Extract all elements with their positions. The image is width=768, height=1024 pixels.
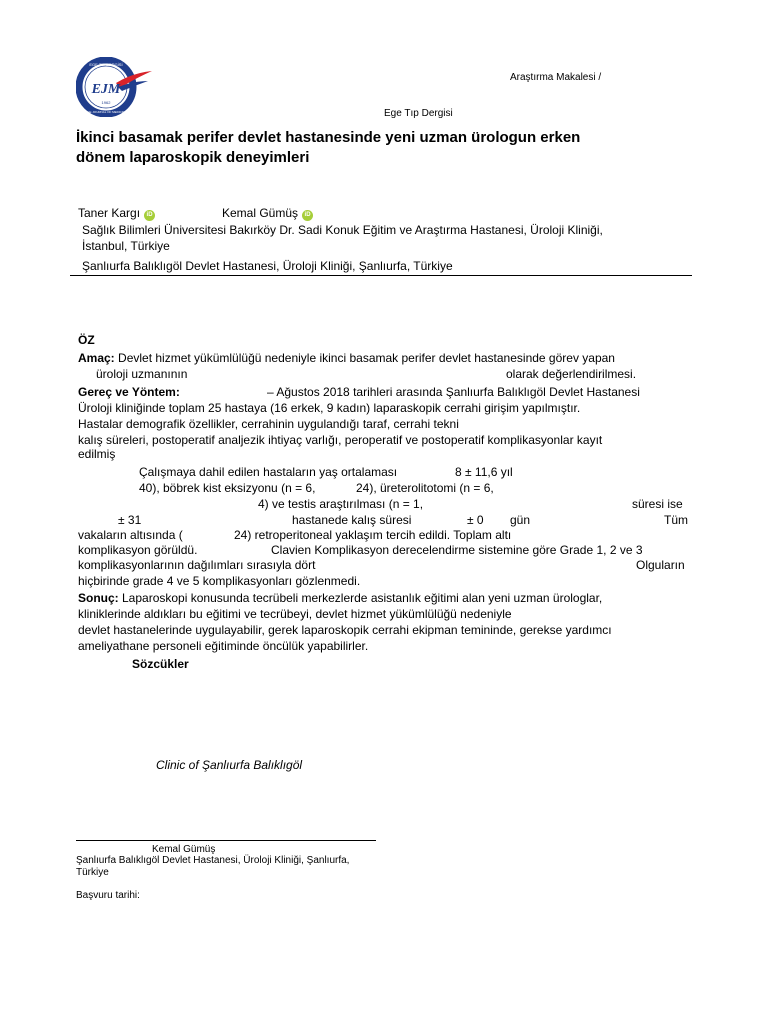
abstract-line: Çalışmaya dahil edilen hastaların yaş ortalaması [139, 465, 398, 479]
abstract-line: ± 0 [467, 513, 484, 527]
abstract-line: 40), böbrek kist eksizyonu (n = 6, [139, 481, 316, 495]
abstract-text: Devlet hizmet yükümlülüğü nedeniyle ikinci basamak perifer devlet hastanesinde görev yapan [114, 351, 615, 365]
abstract-line: Hastalar demografik özellikler, cerrahinin uygulandığı taraf, cerrahi tekni [78, 417, 459, 431]
abstract-line: vakaların altısında ( [78, 528, 183, 542]
abstract-line: süresi ise [632, 497, 683, 511]
abstract-line: 8 ± 11,6 yıl [455, 465, 513, 479]
journal-name: Ege Tıp Dergisi [384, 108, 453, 119]
affiliation [82, 222, 603, 254]
abstract-line: Üroloji kliniğinde toplam 25 hastaya (16 erkek, 9 kadın) laparaskopik cerrahi girişim yapılmıştır. [78, 401, 581, 415]
abstract-line: Clavien Komplikasyon derecelendirme sistemine göre Grade 1, 2 ve 3 [271, 543, 643, 557]
author [222, 206, 313, 221]
orcid-icon[interactable]: iD [302, 210, 313, 221]
abstract-text: Laparoskopi konusunda tecrübeli merkezlerde asistanlık eğitimi alan yeni uzman ürologlar, [118, 591, 603, 605]
correspondence-name: Kemal Gümüş [152, 844, 216, 855]
correspondence-address: Türkiye [76, 867, 109, 878]
abstract-line: kalış süreleri, postoperatif analjezik ihtiyaç varlığı, peroperatif ve postoperatif komplikasyonlar kayıt [78, 433, 603, 447]
english-affiliation-fragment: Clinic of Şanlıurfa Balıklıgöl [156, 758, 303, 772]
title-line: İkinci basamak perifer devlet hastanesinde yeni uzman ürologun erken [76, 129, 581, 146]
abstract-line: komplikasyon görüldü. [78, 543, 198, 557]
abstract-line: hiçbirinde grade 4 ve 5 komplikasyonları gözlenmedi. [78, 574, 361, 588]
keywords-label: Sözcükler [132, 657, 189, 671]
abstract-line: olarak değerlendirilmesi. [506, 367, 637, 381]
article-type: Araştırma Makalesi / [510, 72, 602, 83]
abstract-line: 4) ve testis araştırılması (n = 1, [258, 497, 424, 511]
abstract-line: 24), üreterolitotomi (n = 6, [356, 481, 494, 495]
abstract-line: Tüm [664, 513, 688, 527]
affiliation-line: Sağlık Bilimleri Üniversitesi Bakırköy Dr. Sadi Konuk Eğitim ve Araştırma Hastanesi, Üroloji Kliniği, [82, 223, 603, 237]
footnote-divider [76, 840, 376, 841]
abstract-line: – Ağustos 2018 tarihleri arasında Şanlıurfa Balıklıgöl Devlet Hastanesi [267, 385, 640, 399]
section-label: Sonuç: [78, 591, 119, 605]
abstract-line: hastanede kalış süresi [292, 513, 412, 527]
svg-text:1962: 1962 [101, 100, 111, 105]
abstract-line [78, 350, 615, 366]
affiliation-line: İstanbul, Türkiye [82, 239, 170, 253]
abstract-line: 24) retroperitoneal yaklaşım tercih edildi. Toplam altı [234, 528, 512, 542]
author [78, 206, 155, 221]
abstract-line: edilmiş [78, 447, 116, 461]
abstract-line: ameliyathane personeli eğitiminde öncülük yapabilirler. [78, 639, 369, 653]
section-label: Amaç: [78, 351, 115, 365]
author-name: Kemal Gümüş [222, 206, 299, 220]
journal-logo-icon [76, 57, 154, 117]
abstract-line: kliniklerinde aldıkları bu eğitimi ve tecrübeyi, devlet hizmet yükümlülüğü nedeniyle [78, 607, 512, 621]
affiliation-line: Şanlıurfa Balıklıgöl Devlet Hastanesi, Üroloji Kliniği, Şanlıurfa, Türkiye [82, 259, 453, 273]
affiliation [82, 258, 453, 274]
author-name: Taner Kargı [78, 206, 141, 220]
abstract-heading: ÖZ [78, 333, 95, 347]
abstract-line: komplikasyonlarının dağılımları sırasıyla dört [78, 558, 316, 572]
svg-text:EJM: EJM [91, 82, 121, 97]
correspondence-address: Şanlıurfa Balıklıgöl Devlet Hastanesi, Üroloji Kliniği, Şanlıurfa, [76, 855, 350, 866]
abstract-line: gün [510, 513, 531, 527]
abstract-line: devlet hastanelerinde uygulayabilir, gerek laparoskopik cerrahi ekipman temininde, gerekse yardımcı [78, 623, 612, 637]
abstract-line: üroloji uzmanının [96, 367, 188, 381]
svg-text:EGE JOURNAL OF MEDICINE: EGE JOURNAL OF MEDICINE [85, 110, 127, 114]
section-label: Gereç ve Yöntem: [78, 385, 180, 399]
abstract-line: ± 31 [118, 513, 142, 527]
divider [70, 275, 692, 276]
abstract-line: Olguların [636, 558, 685, 572]
svg-text:EGE TIP DERGİSİ: EGE TIP DERGİSİ [89, 62, 123, 67]
received-date-label: Başvuru tarihi: [76, 890, 140, 901]
article-title [76, 128, 580, 168]
orcid-icon[interactable]: iD [144, 210, 155, 221]
abstract-line [78, 590, 602, 606]
title-line: dönem laparoskopik deneyimleri [76, 149, 310, 166]
